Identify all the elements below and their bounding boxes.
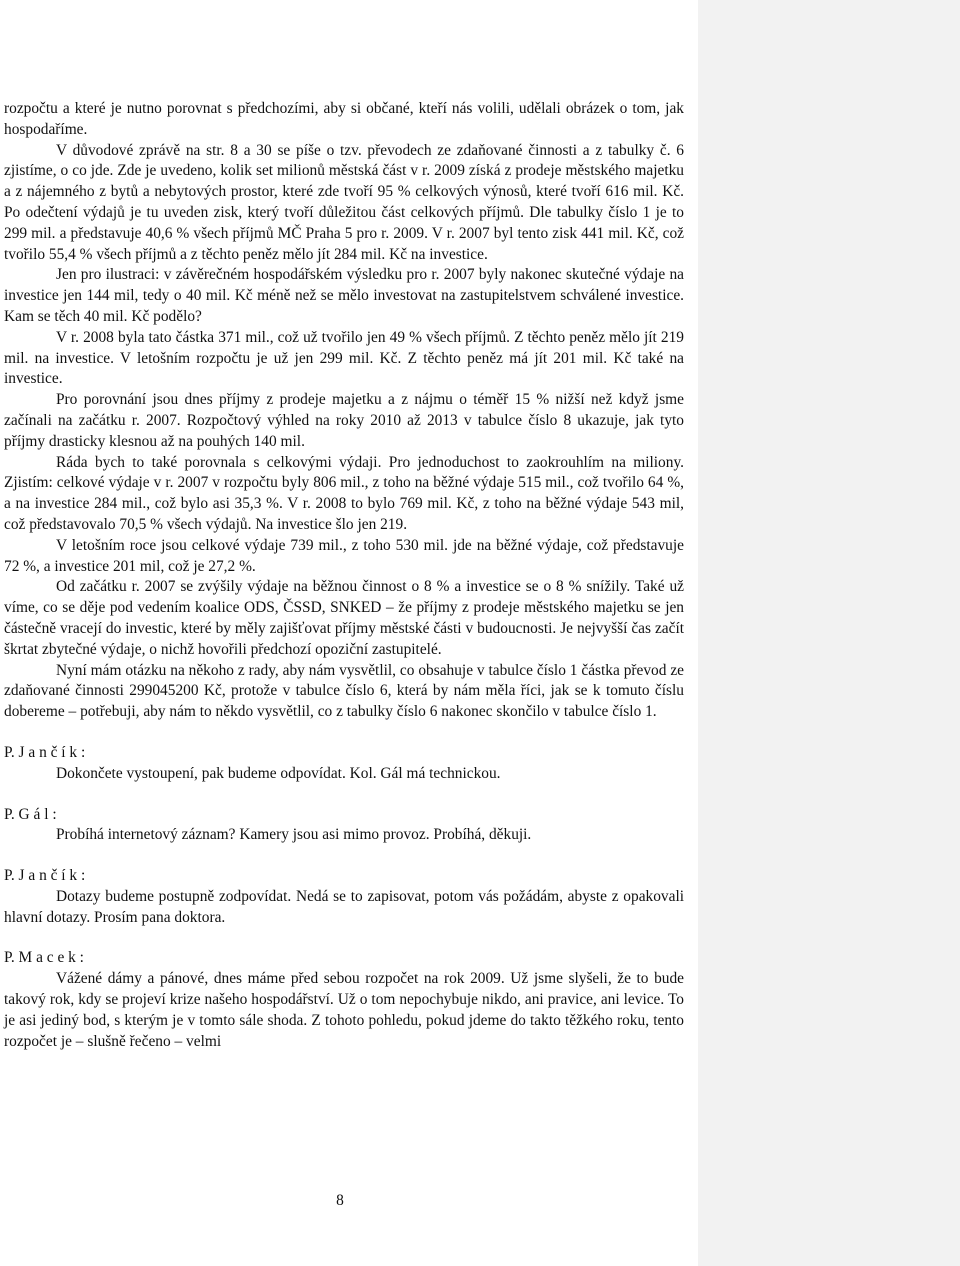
- paragraph-9: Nyní mám otázku na někoho z rady, aby nám vysvětlil, co obsahuje v tabulce číslo 1 částka převod ze zdaňované činnosti 299045200 Kč, protože v tabulce číslo 6, která by nám měla říci, jak se k tomuto číslu dobereme – potřebuji, aby nám to někdo vysvětlil, co z tabulky číslo 6 nakonec skončilo v tabulce číslo 1.: [4, 661, 684, 721]
- paragraph-1: rozpočtu a které je nutno porovnat s předchozími, aby si občané, kteří nás volili, udělali obrázek o tom, jak hospodaříme.: [4, 100, 684, 138]
- speaker-label: P. G á l :: [4, 805, 57, 823]
- speech-paragraph: Probíhá internetový záznam? Kamery jsou asi mimo provoz. Probíhá, děkuji.: [56, 826, 532, 844]
- page-number: 8: [336, 1192, 344, 1209]
- speech-paragraph: Vážené dámy a pánové, dnes máme před sebou rozpočet na rok 2009. Už jsme slyšeli, že to bude takový rok, kdy se projeví krize našeho hospodářství. Už o tom nepochybuje nikdo, ani pravice, ani levice. To je asi jediný bod, s kterým je v tomto sále shoda. Z tohoto pohledu, pokud jdeme do takto těžkého roku, tento rozpočet je – slušně řečeno – velmi: [4, 970, 684, 1050]
- paragraph-6: Ráda bych to také porovnala s celkovými výdaji. Pro jednoduchost to zaokrouhlím na miliony. Zjistím: celkové výdaje v r. 2007 v rozpočtu byly 806 mil., z toho na běžné výdaje 515 mil., což tvořilo 64 %, a na investice 284 mil., což bylo asi 35,3 %. V r. 2008 to bylo 769 mil. Kč, z toho na běžné výdaje 543 mil, což představovalo 70,5 % všech výdajů. Na investice šlo jen 219.: [4, 453, 684, 533]
- comment-margin-panel: [698, 0, 960, 1266]
- paragraph-5: Pro porovnání jsou dnes příjmy z prodeje majetku a z nájmu o téměř 15 % nižší než když jsme začínali na začátku r. 2007. Rozpočtový výhled na roky 2010 až 2013 v tabulce číslo 8 ukazuje, jak tyto příjmy drasticky klesnou až na pouhých 140 mil.: [4, 391, 684, 450]
- speaker-label: P. M a c e k :: [4, 949, 84, 967]
- speaker-label: P. J a n č í k :: [4, 867, 86, 885]
- paragraph-3: Jen pro ilustraci: v závěrečném hospodářském výsledku pro r. 2007 byly nakonec skutečné výdaje na investice jen 144 mil, tedy o 40 mil. Kč méně než se mělo investovat na zastupitelstvem schválené investice. Kam se těch 40 mil. Kč podělo?: [4, 266, 684, 325]
- paragraph-2: V důvodové zprávě na str. 8 a 30 se píše o tzv. převodech ze zdaňované činnosti a z tabulky č. 6 zjistíme, o co jde. Zde je uvedeno, kolik set milionů městská část v r. 2009 získá z prodeje městského majetku a z nájemného z bytů a nebytových prostor, které zde tvoří 95 % celkových výnosů, které tvoří 616 mil. Kč. Po odečtení výdajů je tu uveden zisk, který tvoří důležitou část celkových příjmů. Dle tabulky číslo 1 je to 299 mil. a představuje 40,6 % všech příjmů MČ Praha 5 pro r. 2009. V r. 2007 byl tento zisk 441 mil. Kč, což tvořilo 55,4 % všech příjmů a z těchto peněz mělo jít 284 mil. Kč na investice.: [4, 141, 684, 263]
- speech-paragraph: Dotazy budeme postupně zodpovídat. Nedá se to zapisovat, potom vás požádám, abyste z opakovali hlavní dotazy. Prosím pana doktora.: [4, 887, 684, 926]
- speech-paragraph: Dokončete vystoupení, pak budeme odpovídat. Kol. Gál má technickou.: [56, 764, 501, 782]
- document-body: [4, 99, 684, 1052]
- paragraph-4: V r. 2008 byla tato částka 371 mil., což už tvořilo jen 49 % všech příjmů. Z těchto peněz mělo jít 219 mil. na investice. V letošním rozpočtu je už jen 299 mil. Kč. Z těchto peněz má jít 201 mil. Kč také na investice.: [4, 328, 684, 388]
- paragraph-8: Od začátku r. 2007 se zvýšily výdaje na běžnou činnost o 8 % a investice se o 8 % snížily. Také už víme, co se děje pod vedením koalice ODS, ČSSD, SNKED – že příjmy z prodeje městského majetku se jen částečně vracejí do investic, které by měly zajišťovat příjmy městské části v budoucnosti. Je nejvyšší čas začít škrtat zbytečné výdaje, o nichž hovořili předchozí opoziční zastupitelé.: [4, 578, 684, 658]
- speaker-label: P. J a n č í k :: [4, 743, 86, 761]
- paragraph-7: V letošním roce jsou celkové výdaje 739 mil., z toho 530 mil. jde na běžné výdaje, což představuje 72 %, a investice 201 mil, což je 27,2 %.: [4, 536, 684, 575]
